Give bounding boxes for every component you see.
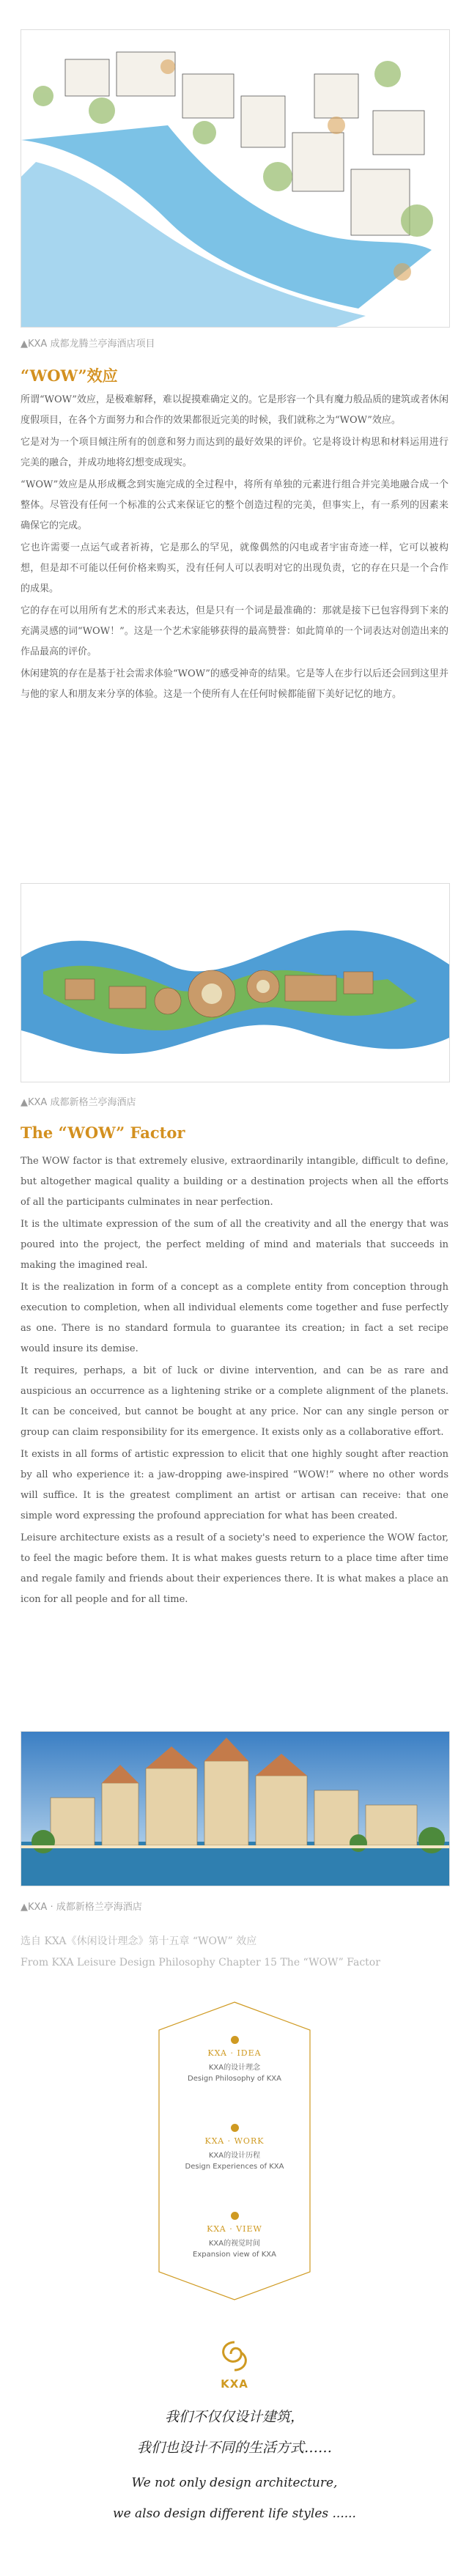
- section-heading-en: The “WOW” Factor: [21, 1123, 185, 1142]
- badge-subtitle-en: Expansion view of KXA: [193, 2251, 276, 2259]
- dot-icon: [231, 2212, 239, 2220]
- section-heading-zh: “WOW”效应: [21, 366, 118, 385]
- paragraph: 休闲建筑的存在是基于社会需求体验“WOW”的感受神奇的结果。它是等人在步行以后还会回到这里并与他的家人和朋友来分享的体验。这是一个使所有人在任何时候都能留下美好记忆的地方。: [21, 668, 448, 700]
- resort-render-image: [21, 1731, 450, 1886]
- paragraph: Leisure architecture exists as a result of a society's need to experience the WOW factor, to feel the magic before them. It is what makes guests return to a place time after time and regale family and friends about their experiences there. It is what makes a place an icon for all people and for all time.: [21, 1532, 448, 1605]
- image-caption: ▲KXA 成都新格兰亭海酒店: [21, 1097, 136, 1108]
- badge-idea[interactable]: [172, 2036, 297, 2083]
- dot-icon: [231, 2036, 239, 2044]
- slogan-zh-2: 我们也设计不同的生活方式……: [136, 2440, 332, 2456]
- badge-subtitle-en: Design Experiences of KXA: [185, 2163, 284, 2171]
- dot-icon: [231, 2124, 239, 2132]
- paragraph: It requires, perhaps, a bit of luck or divine intervention, and can be as rare and auspicious an occurrence as a lightening strike or a complete alignment of the planets. It can be conceived, but cannot be bought at any price. Nor can any single person or group can claim responsibility for its emergence. It exists only as a collaborative effort.: [21, 1365, 448, 1438]
- hero-sketch-image: [21, 29, 450, 328]
- badge-subtitle-zh: KXA的设计理念: [208, 2064, 261, 2072]
- source-zh: 选自 KXA《休闲设计理念》第十五章 “WOW” 效应: [21, 1935, 257, 1947]
- paragraph: It exists in all forms of artistic expression to elicit that one highly sought after reaction by all who experience it: a jaw-dropping awe-inspired “WOW!” where no other words will suffice. It is the greatest compliment an artist or artisan can receive: that one simple word expressing the profound appreciation for what has been created.: [21, 1449, 448, 1521]
- badge-subtitle-en: Design Philosophy of KXA: [188, 2075, 281, 2083]
- paragraph: “WOW”效应是从形成概念到实施完成的全过程中，将所有单独的元素进行组合并完美地融合成一个整体。尽管没有任何一个标准的公式来保证它的整个创造过程的完美，但事实上，有一系列的因素来确保它的完成。: [21, 479, 448, 531]
- image-caption: ▲KXA 成都龙腾兰亭海酒店项目: [21, 339, 155, 350]
- badge-title: KXA · WORK: [204, 2136, 265, 2146]
- badge-work[interactable]: [172, 2124, 297, 2171]
- source-en: From KXA Leisure Design Philosophy Chapter 15 The “WOW” Factor: [21, 1957, 380, 1968]
- badge-title: KXA · IDEA: [207, 2048, 262, 2058]
- paragraph: The WOW factor is that extremely elusive, extraordinarily intangible, difficult to define, but altogether magical quality a building or a destination projects when all the efforts of all the participants culminates in near perfection.: [21, 1156, 448, 1208]
- body-text-zh: [21, 390, 448, 706]
- body-text-en: [21, 1151, 448, 1612]
- badge-subtitle-zh: KXA的视觉时间: [208, 2240, 261, 2248]
- badge-view[interactable]: [172, 2212, 297, 2259]
- image-caption: ▲KXA · 成都新格兰亭海酒店: [21, 1902, 142, 1913]
- kxa-logo: [209, 2338, 260, 2389]
- paragraph: 它的存在可以用所有艺术的形式来表达，但是只有一个词是最准确的：那就是接下已包容得到下来的充满灵感的词“WOW！”。这是一个艺术家能够获得的最高赞誉：如此简单的一个词表达对创造出来的作品最高的评价。: [21, 605, 448, 657]
- master-plan-image: [21, 883, 450, 1082]
- paragraph: 它也许需要一点运气或者祈祷，它是那么的罕见，就像偶然的闪电或者宇宙奇迹一样，它可以被构想，但是却不可能以任何价格来购买，没有任何人可以表明对它的出现负责，它的存在只是一个合作的成果。: [21, 542, 448, 594]
- paragraph: It is the ultimate expression of the sum of all the creativity and all the energy that was poured into the project, the perfect melding of mind and materials that succeeds in making the imagined real.: [21, 1219, 448, 1271]
- slogan-en-1: We not only design architecture,: [131, 2476, 338, 2490]
- paragraph: 它是对为一个项目倾注所有的创意和努力而达到的最好效果的评价。它是将设计构思和材料运用进行完美的融合，并成功地将幻想变成现实。: [21, 437, 448, 468]
- slogan-zh-1: 我们不仅仅设计建筑，: [164, 2409, 304, 2425]
- paragraph: It is the realization in form of a concept as a complete entity from conception through execution to completion, when all individual elements come together and fuse perfectly as one. There is no standard formula to guarantee its creation; in fact a set recipe would insure its demise.: [21, 1282, 448, 1354]
- logo-text: KXA: [221, 2377, 248, 2391]
- badge-subtitle-zh: KXA的设计历程: [208, 2152, 261, 2160]
- badge-title: KXA · VIEW: [207, 2224, 262, 2234]
- slogan-en-2: we also design different life styles ......: [113, 2506, 356, 2521]
- paragraph: 所谓“WOW”效应，是极难解释，难以捉摸难确定义的。它是形容一个具有魔力般品质的建筑或者休闲度假项目，在各个方面努力和合作的效果都很近完美的时候，我们就称之为“WOW”效应。: [21, 394, 448, 426]
- series-badge-frame: [158, 2001, 311, 2301]
